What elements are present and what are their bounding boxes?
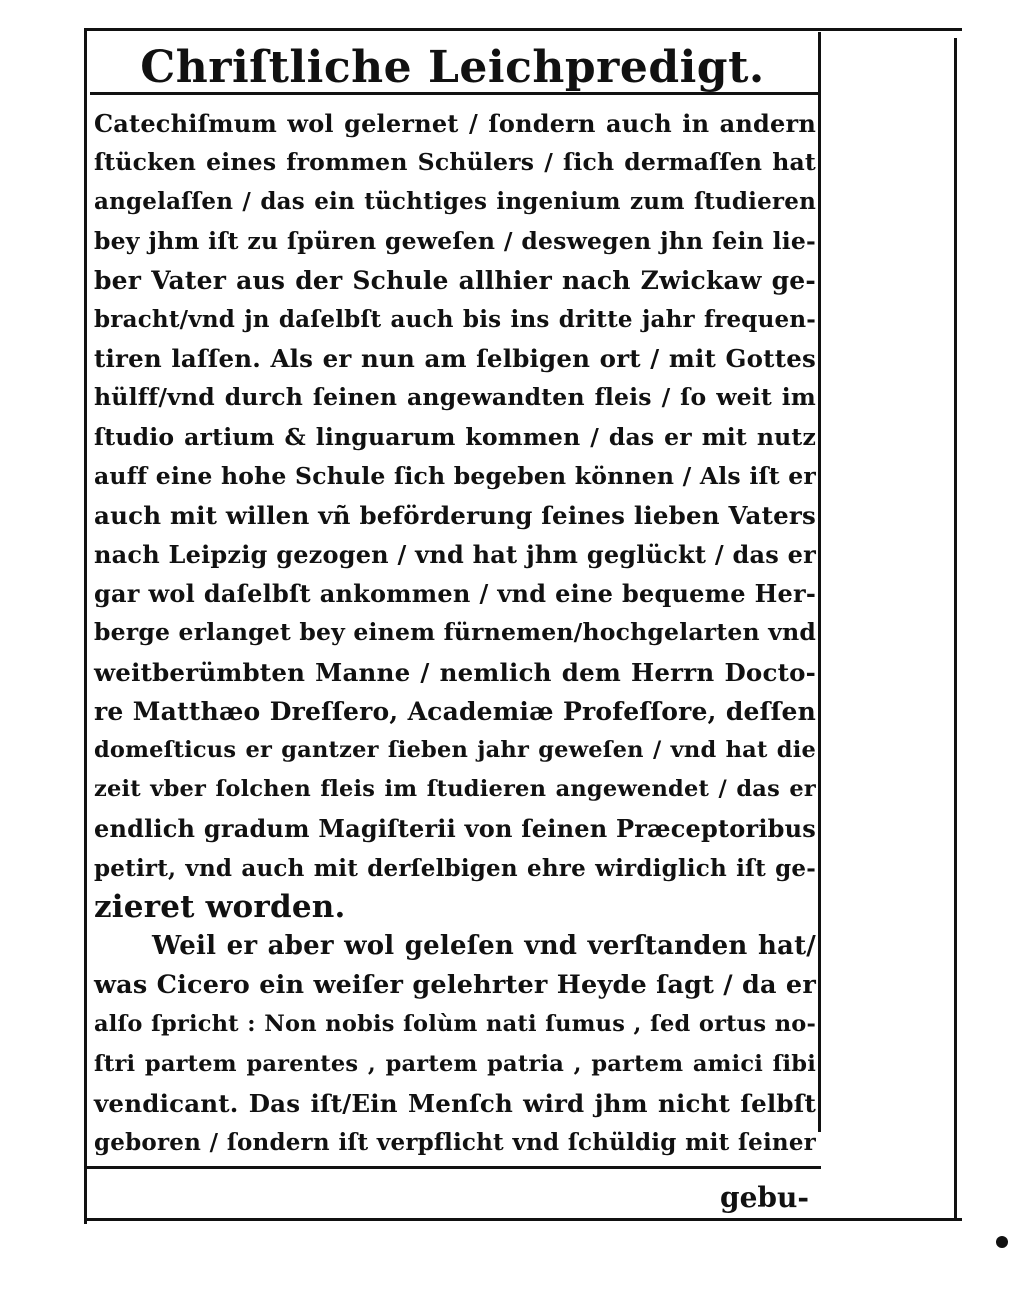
body-text: [94, 104, 816, 1162]
left-rule: [84, 28, 87, 1224]
text-line: bracht/vnd jn daſelbſt auch bis ins dritte jahr frequen-: [94, 305, 816, 333]
text-line: endlich gradum Magiſterii von ſeinen Præceptoribus: [94, 814, 816, 844]
text-line: ſtücken eines frommen Schülers / ſich dermaſſen hat: [94, 148, 816, 177]
text-line: weitberümbten Manne / nemlich dem Herrn Docto-: [94, 657, 816, 687]
text-bottom-rule: [84, 1166, 821, 1169]
text-line: bey jhm iſt zu ſpüren geweſen / deswegen jhn ſein lie-: [94, 226, 816, 255]
text-line: vendicant. Das iſt/Ein Menſch wird jhm nicht ſelbſt: [94, 1088, 816, 1118]
text-line: re Matthæo Dreſſero, Academiæ Profeſſore, deſſen: [94, 696, 816, 726]
text-line: ſtudio artium & linguarum kommen / das er mit nutz: [94, 422, 816, 451]
text-line: angelaſſen / das ein tüchtiges ingenium zum ſtudieren: [94, 188, 816, 216]
catchword: gebu-: [720, 1181, 809, 1214]
ink-speck: [996, 1236, 1008, 1248]
outer-right-rule: [954, 38, 957, 1218]
text-line: geboren / ſondern iſt verpflicht vnd ſchüldig mit ſeiner: [94, 1128, 816, 1156]
text-line: hülff/vnd durch ſeinen angewandten fleis / ſo weit im: [94, 383, 816, 412]
text-line: berge erlanget bey einem fürnemen/hochgelarten vnd: [94, 618, 816, 647]
text-line: auch mit willen vñ beförderung ſeines lieben Vaters: [94, 500, 816, 530]
text-line: zeit vber ſolchen fleis im ſtudieren angewendet / das er: [94, 776, 816, 803]
text-line: petirt, vnd auch mit derſelbigen ehre wirdiglich iſt ge-: [94, 854, 816, 882]
inner-right-rule: [818, 32, 821, 1132]
text-line: was Cicero ein weiſer gelehrter Heyde ſagt / da er: [94, 970, 816, 1001]
text-line: zieret worden.: [94, 888, 346, 925]
text-line: alſo ſpricht : Non nobis ſolùm nati ſumus , ſed ortus no-: [94, 1011, 816, 1038]
text-line: gar wol daſelbſt ankommen / vnd eine bequeme Her-: [94, 579, 816, 609]
page-header-title: Chriſtliche Leichpredigt.: [140, 42, 765, 93]
text-line: Catechiſmum wol gelernet / ſondern auch in andern: [94, 109, 816, 138]
paragraph-start-line: Weil er aber wol geleſen vnd verſtanden hat/: [152, 930, 816, 961]
text-line: domeſticus er gantzer ſieben jahr geweſen / vnd hat die: [94, 737, 816, 763]
top-rule: [84, 28, 962, 31]
text-line: ber Vater aus der Schule allhier nach Zwickaw ge-: [94, 265, 816, 295]
text-line: auff eine hohe Schule ſich begeben können / Als iſt er: [94, 461, 816, 490]
text-line: ſtri partem parentes , partem patria , partem amici ſibi: [94, 1050, 816, 1077]
text-line: tiren laſſen. Als er nun am ſelbigen ort / mit Gottes: [94, 344, 816, 374]
page-bottom-rule: [84, 1218, 962, 1221]
text-line: nach Leipzig gezogen / vnd hat jhm geglückt / das er: [94, 540, 816, 570]
page-frame: [84, 28, 962, 1224]
